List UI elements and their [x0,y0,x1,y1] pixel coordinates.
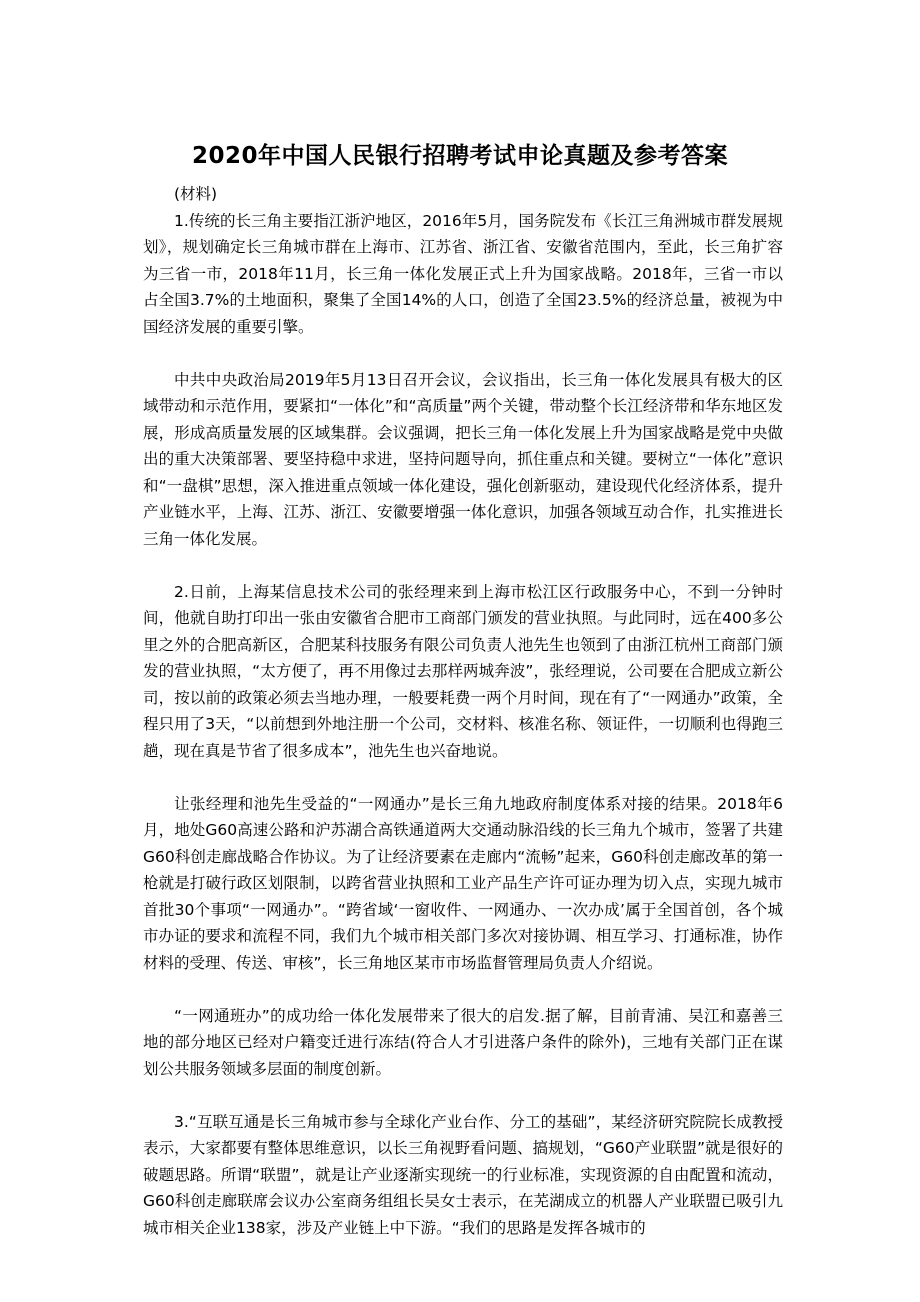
document-title: 2020年中国人民银行招聘考试申论真题及参考答案 [191,143,728,169]
paragraph-gap [143,552,783,579]
paragraph-gap [143,340,783,367]
paragraph-1: 1.传统的长三角主要指江浙沪地区，2016年5月，国务院发布《长江三角洲城市群发展规划》，规划确定长三角城市群在上海市、江苏省、浙江省、安徽省范围内，至此，长三角扩容为三省一市，2018年11月，长三角一体化发展正式上升为国家战略。2018年，三省一市以占全国3.7%的土地面积，聚集了全国14%的人口，创造了全国23.5%的经济总量，被视为中国经济发展的重要引擎。 [143,211,783,336]
document-body [143,181,783,1241]
paragraph-3: 2.日前，上海某信息技术公司的张经理来到上海市松江区行政服务中心，不到一分钟时间，他就自助打印出一张由安徽省合肥市工商部门颁发的营业执照。与此同时，远在400多公里之外的合肥高新区，合肥某科技服务有限公司负责人池先生也领到了由浙江杭州工商部门颁发的营业执照，“太方便了，再不用像过去那样两城奔波”，张经理说，公司要在合肥成立新公司，按以前的政策必须去当地办理，一般要耗费一两个月时间，现在有了“一网通办”政策，全程只用了3天，“以前想到外地注册一个公司，交材料、核准名称、领证件，一切顺利也得跑三趟，现在真是节省了很多成本”，池先生也兴奋地说。 [143,582,783,760]
material-label: (材料) [174,185,218,203]
paragraph-6: 3.“互联互通是长三角城市参与全球化产业台作、分工的基础”，某经济研究院院长成教授表示，大家都要有整体思维意识，以长三角视野看问题、搞规划，“G60产业联盟”就是很好的破题思路。所谓“联盟”，就是让产业逐渐实现统一的行业标准，实现资源的自由配置和流动，G60科创走廊联席会议办公室商务组组长吴女士表示，在芜湖成立的机器人产业联盟已吸引九城市相关企业138家，涉及产业链上中下游。“我们的思路是发挥各城市的 [143,1112,783,1237]
paragraph-gap [143,976,783,1003]
paragraph-4: 让张经理和池先生受益的“一网通办”是长三角九地政府制度体系对接的结果。2018年6月，地处G60高速公路和沪苏湖合高铁通道两大交通动脉沿线的长三角九个城市，签署了共建G60科创走廊战略合作协议。为了让经济要素在走廊内“流畅”起来，G60科创走廊改革的第一枪就是打破行政区划限制，以跨省营业执照和工业产品生产许可证办理为切入点，实现九城市首批30个事项“一网通办”。“跨省域‘一窗收件、一网通办、一次办成’属于全国首创，各个城市办证的要求和流程不同，我们九个城市相关部门多次对接协调、相互学习、打通标准，协作材料的受理、传送、审核”，长三角地区某市市场监督管理局负责人介绍说。 [143,794,783,972]
paragraph-2: 中共中央政治局2019年5月13日召开会议，会议指出，长三角一体化发展具有极大的区域带动和示范作用，要紧扣“一体化”和“高质量”两个关键，带动整个长江经济带和华东地区发展，形成高质量发展的区域集群。会议强调，把长三角一体化发展上升为国家战略是党中央做出的重大决策部署、要坚持稳中求进，坚持问题导向，抓住重点和关键。要树立“一体化”意识和“一盘棋”思想，深入推进重点领域一体化建设，强化创新驱动，建设现代化经济体系，提升产业链水平，上海、江苏、浙江、安徽要增强一体化意识，加强各领域互动合作，扎实推进长三角一体化发展。 [143,370,783,548]
paragraph-gap [143,1082,783,1109]
paragraph-gap [143,764,783,791]
paragraph-5: “一网通班办”的成功给一体化发展带来了很大的启发.据了解，目前青浦、吴江和嘉善三地的部分地区已经对户籍变迁进行冻结(符合人才引进落户条件的除外)，三地有关部门正在谋划公共服务领域多层面的制度创新。 [143,1006,783,1078]
